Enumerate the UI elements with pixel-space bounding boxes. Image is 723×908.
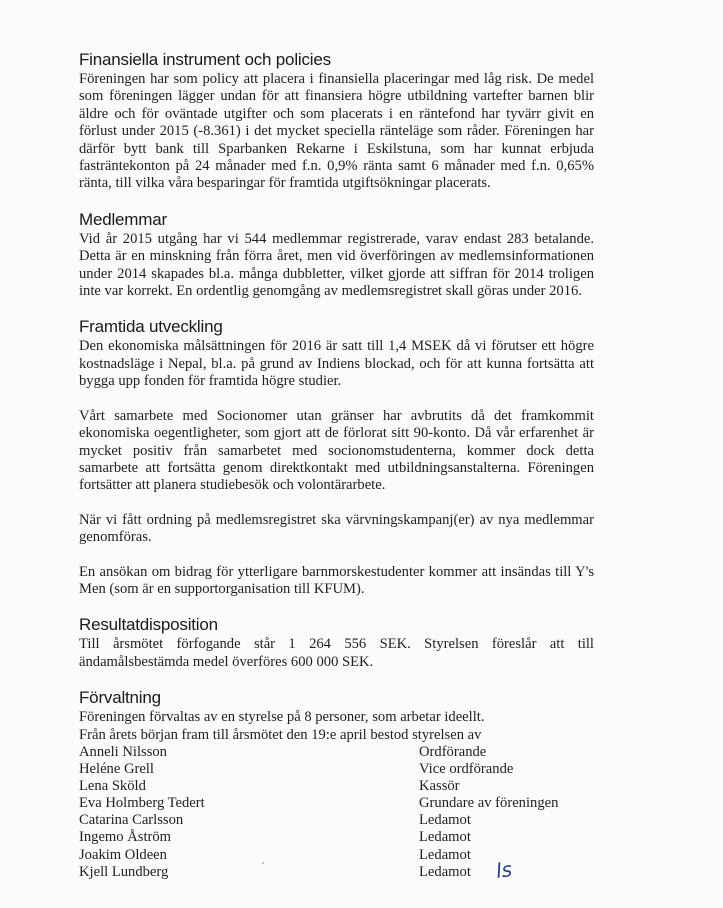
board-member-row	[79, 778, 594, 795]
member-role: Ordförande	[419, 743, 487, 760]
section-resultatdisposition	[79, 615, 594, 671]
paragraph: Föreningen förvaltas av en styrelse på 8 personer, som arbetar ideellt.	[79, 709, 485, 726]
member-name: Eva Holmberg Tedert	[79, 795, 205, 812]
member-role: Ledamot	[419, 863, 471, 880]
board-member-row	[79, 795, 594, 812]
board-list	[79, 744, 594, 881]
member-name: Catarina Carlsson	[79, 812, 184, 829]
section-heading: Framtida utveckling	[79, 317, 223, 337]
paragraph: Till årsmötet förfogande står 1 264 556 SEK. Styrelsen föreslår att till ändamålsbestämda medel överföres 600 000 SEK.	[79, 636, 594, 670]
board-member-row	[79, 864, 594, 881]
member-role: Ledamot	[419, 846, 471, 863]
paragraph: När vi fått ordning på medlemsregistret ska värvningskampanj(er) av nya medlemmar genomföras.	[79, 511, 594, 546]
board-member-row	[79, 847, 594, 864]
scan-speck	[262, 862, 264, 864]
section-framtida-utveckling	[79, 317, 594, 598]
paragraph: Vid år 2015 utgång har vi 544 medlemmar registrerade, varav endast 283 betalande. Detta är en minskning från förra året, men vid överföringen av medlemsinformationen under 2014 skapades bl.a. många dubbletter, vilket gjorde att siffran för 2014 troligen inte var korrekt. En ordentlig genomgång av medlemsregistret skall göras under 2016.	[79, 230, 594, 300]
member-role: Ledamot	[419, 812, 471, 829]
paragraph: Den ekonomiska målsättningen för 2016 är satt till 1,4 MSEK då vi förutser ett högre kostnadsläge i Nepal, bl.a. på grund av Indiens blockad, och för att kunna fortsätta att bygga upp fonden för framtida högre studier.	[79, 338, 594, 390]
section-medlemmar	[79, 210, 594, 301]
section-heading: Förvaltning	[79, 688, 161, 708]
paragraph: Från årets början fram till årsmötet den 19:e april bestod styrelsen av	[79, 726, 482, 743]
board-member-row	[79, 761, 594, 778]
member-name: Joakim Oldeen	[79, 846, 167, 863]
board-member-row	[79, 744, 594, 761]
member-role: Kassör	[419, 778, 460, 795]
member-role: Ledamot	[419, 829, 471, 846]
member-name: Lena Sköld	[79, 778, 146, 795]
member-name: Ingemo Åström	[79, 829, 172, 846]
member-name: Kjell Lundberg	[79, 863, 169, 880]
document-page	[79, 50, 594, 898]
section-forvaltning	[79, 688, 594, 881]
board-member-row	[79, 829, 594, 846]
section-finansiella-instrument	[79, 50, 594, 193]
section-heading: Medlemmar	[79, 209, 167, 229]
paragraph: Föreningen har som policy att placera i finansiella placeringar med låg risk. De medel som föreningen lägger undan för att finansiera högre utbildning vartefter barnen blir äldre och för oväntade utgifter och som placerats i en räntefond har tyvärr givit en förlust under 2015 (-8.361) i det mycket speciella ränteläge som råder. Föreningen har därför bytt bank till Sparbanken Rekarne i Eskilstuna, som har kunnat erbjuda fasträntekonton på 24 månader med f.n. 0,9% ränta samt 6 månader med f.n. 0,65% ränta, till vilka våra besparingar för framtida utgiftsökningar placerats.	[79, 71, 594, 192]
handwritten-initials: ls	[494, 857, 514, 883]
section-heading: Finansiella instrument och policies	[79, 50, 331, 69]
board-member-row	[79, 812, 594, 829]
section-heading: Resultatdisposition	[79, 615, 218, 635]
member-role: Grundare av föreningen	[419, 795, 559, 812]
member-name: Heléne Grell	[79, 761, 154, 778]
member-role: Vice ordförande	[419, 761, 514, 778]
member-name: Anneli Nilsson	[79, 743, 167, 760]
paragraph: En ansökan om bidrag för ytterligare barnmorskestudenter kommer att insändas till Y's Men (som är en supportorganisation till KFUM).	[79, 563, 594, 597]
paragraph: Vårt samarbete med Socionomer utan gränser har avbrutits då det framkommit ekonomiska oegentligheter, som gjort att de förlorat sitt 90-konto. Då vår erfarenhet är mycket positiv från samarbetet med socionomstudenterna, kommer dock detta samarbete att fortsätta genom direktkontakt med utbildningsanstalterna. Föreningen fortsätter att planera studiebesök och volontärarbete.	[79, 407, 594, 494]
